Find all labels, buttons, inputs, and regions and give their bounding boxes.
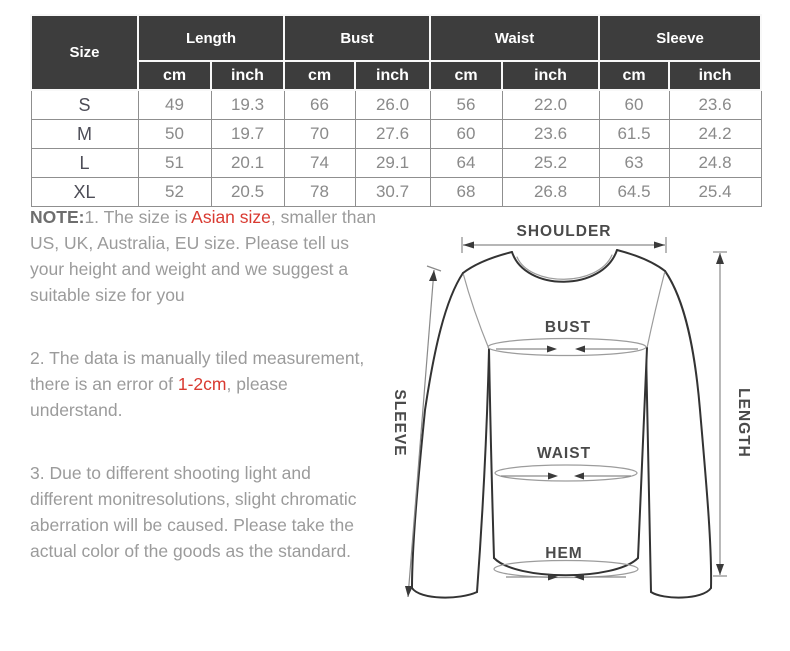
table-row	[31, 120, 761, 149]
table-cell: 66	[284, 90, 355, 120]
length-arrow-up-icon	[716, 253, 724, 264]
size-table	[30, 14, 762, 207]
table-row	[31, 90, 761, 120]
note-2-text-a: 2. The data is manually tiled measurement, there is an error of	[30, 348, 365, 394]
table-cell: 29.1	[355, 149, 430, 178]
table-cell: 26.8	[502, 178, 599, 207]
unit-header-inch: inch	[669, 61, 761, 90]
table-row	[31, 149, 761, 178]
left-sleeve	[412, 273, 489, 598]
table-cell: 74	[284, 149, 355, 178]
note-1-text-a: 1. The size is	[84, 207, 192, 227]
notes-section	[30, 204, 376, 601]
shoulder-arrow-left-icon	[463, 242, 474, 249]
table-cell: 30.7	[355, 178, 430, 207]
table-cell: 20.1	[211, 149, 284, 178]
unit-header-inch: inch	[502, 61, 599, 90]
note-3-text: 3. Due to different shooting light and different monitresolutions, slight chromatic aberration will be caused. Please take the actual color of the goods as the standard.	[30, 463, 357, 561]
table-cell: 19.3	[211, 90, 284, 120]
table-cell: 25.2	[502, 149, 599, 178]
table-cell: 22.0	[502, 90, 599, 120]
table-cell: 61.5	[599, 120, 669, 149]
unit-header-cm: cm	[138, 61, 211, 90]
size-label: XL	[31, 178, 138, 207]
note-2-highlight: 1-2cm	[177, 374, 227, 394]
col-header-bust: Bust	[284, 15, 430, 61]
unit-header-cm: cm	[284, 61, 355, 90]
table-cell: 60	[599, 90, 669, 120]
table-cell: 19.7	[211, 120, 284, 149]
table-cell: 23.6	[502, 120, 599, 149]
table-cell: 25.4	[669, 178, 761, 207]
length-arrow-down-icon	[716, 564, 724, 575]
unit-header-cm: cm	[599, 61, 669, 90]
sleeve-label: SLEEVE	[391, 389, 408, 457]
table-cell: 26.0	[355, 90, 430, 120]
note-label: NOTE:	[30, 207, 85, 227]
shoulder-label: SHOULDER	[516, 223, 612, 240]
note-1-text-b: , smaller than US, UK, Australia, EU size. Please tell us your height and weight and we suggest a suitable size for you	[30, 207, 376, 305]
col-header-waist: Waist	[430, 15, 599, 61]
table-cell: 50	[138, 120, 211, 149]
sleeve-arrow-down-icon	[405, 586, 413, 597]
unit-header-inch: inch	[355, 61, 430, 90]
col-header-size: Size	[31, 15, 138, 90]
unit-header-cm: cm	[430, 61, 502, 90]
sleeve-arrow-up-icon	[429, 270, 437, 281]
table-cell: 68	[430, 178, 502, 207]
col-header-sleeve: Sleeve	[599, 15, 761, 61]
length-label: LENGTH	[735, 388, 752, 458]
note-2	[30, 345, 376, 423]
note-1	[30, 204, 376, 308]
table-cell: 63	[599, 149, 669, 178]
table-cell: 49	[138, 90, 211, 120]
shoulder-arrow-right-icon	[654, 242, 665, 249]
table-cell: 78	[284, 178, 355, 207]
hem-label: HEM	[545, 545, 583, 562]
size-label: S	[31, 90, 138, 120]
table-cell: 24.2	[669, 120, 761, 149]
table-cell: 64	[430, 149, 502, 178]
table-cell: 23.6	[669, 90, 761, 120]
table-cell: 52	[138, 178, 211, 207]
note-1-highlight: Asian size	[191, 207, 271, 227]
note-2-text-b: , please understand.	[30, 374, 288, 420]
table-cell: 24.8	[669, 149, 761, 178]
size-label: M	[31, 120, 138, 149]
garment-measurement-diagram	[370, 200, 790, 651]
table-cell: 51	[138, 149, 211, 178]
table-cell: 70	[284, 120, 355, 149]
note-3	[30, 460, 376, 564]
table-cell: 56	[430, 90, 502, 120]
table-cell: 27.6	[355, 120, 430, 149]
size-label: L	[31, 149, 138, 178]
bust-label: BUST	[544, 319, 592, 336]
table-cell: 60	[430, 120, 502, 149]
table-cell: 64.5	[599, 178, 669, 207]
unit-header-inch: inch	[211, 61, 284, 90]
waist-label: WAIST	[536, 445, 592, 462]
table-cell: 20.5	[211, 178, 284, 207]
col-header-length: Length	[138, 15, 284, 61]
